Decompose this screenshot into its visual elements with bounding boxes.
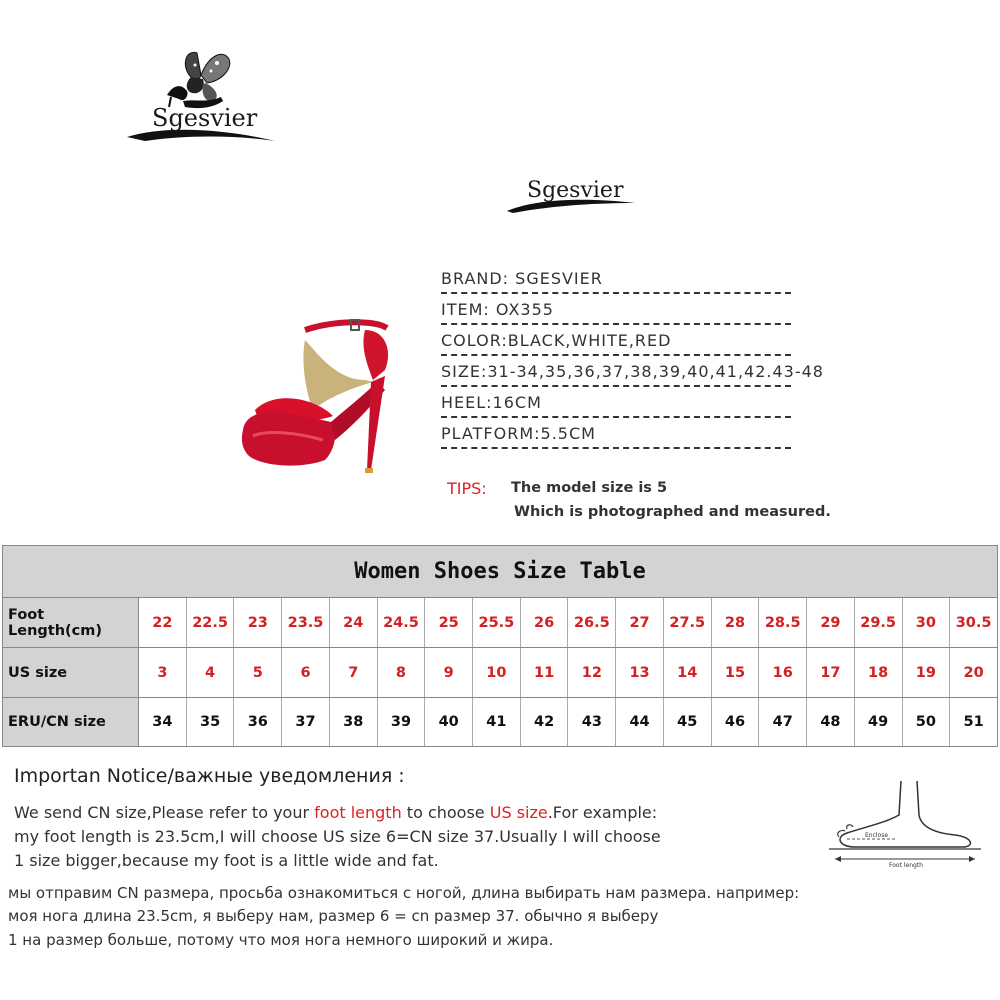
foot-length-cell: 22.5 <box>187 598 235 647</box>
us-size-cell: 8 <box>378 648 426 697</box>
tips-model-size: The model size is 5 <box>511 480 668 496</box>
notice-title: Importan Notice/важные уведомления : <box>14 765 405 787</box>
notice-en-line-2: my foot length is 23.5cm,I will choose US size 6=CN size 37.Usually I will choose <box>14 827 661 846</box>
eu-cn-size-cell: 34 <box>139 698 187 746</box>
foot-length-cell: 29 <box>807 598 855 647</box>
notice-en-text: We send CN size,Please refer to your <box>14 803 315 822</box>
us-size-cell: 20 <box>963 664 984 681</box>
eu-cn-size-cell: 49 <box>855 698 903 746</box>
foot-length-cell: 30 <box>903 598 951 647</box>
spec-item: ITEM: OX355 <box>441 297 791 325</box>
eu-cn-size-cell: 47 <box>759 698 807 746</box>
us-size-cell: 5 <box>234 648 282 697</box>
spec-heel: HEEL:16CM <box>441 390 791 418</box>
foot-length-cell: 26.5 <box>568 598 616 647</box>
foot-length-cell: 25.5 <box>473 598 521 647</box>
foot-length-cell: 23.5 <box>282 598 330 647</box>
notice-ru-line-3: 1 на размер больше, потому что моя нога немного широкий и жира. <box>8 931 554 949</box>
eu-cn-size-cell: 39 <box>378 698 426 746</box>
brand-wordmark-secondary: Sgesvier <box>527 178 624 203</box>
us-size-cell: 19 <box>903 648 951 697</box>
spec-brand: BRAND: SGESVIER <box>441 266 791 294</box>
foot-length-cell: 27.5 <box>664 598 712 647</box>
row-foot-length <box>3 598 997 648</box>
us-size-cell: 12 <box>568 648 616 697</box>
notice-en-line-1 <box>14 803 657 822</box>
size-table <box>2 545 998 747</box>
notice-en-line-3: 1 size bigger,because my foot is a little wide and fat. <box>14 851 439 870</box>
foot-length-label: Foot length <box>889 862 923 869</box>
eu-cn-size-cell: 48 <box>807 698 855 746</box>
notice-highlight-us-size: US size <box>489 803 548 822</box>
size-table-title: Women Shoes Size Table <box>3 546 997 598</box>
row-header-foot-length: Foot Length(cm) <box>3 598 139 647</box>
eu-cn-size-cell: 38 <box>330 698 378 746</box>
us-size-cell: 6 <box>282 648 330 697</box>
foot-length-cell: 24 <box>330 598 378 647</box>
eu-cn-size-cell: 43 <box>568 698 616 746</box>
eu-cn-size-cell: 44 <box>616 698 664 746</box>
eu-cn-size-cell: 46 <box>712 698 760 746</box>
spec-platform: PLATFORM:5.5CM <box>441 421 791 449</box>
notice-ru-line-1: мы отправим CN размера, просьба ознакомиться с ногой, длина выбирать нам размера. например: <box>8 884 800 902</box>
spec-size: SIZE:31-34,35,36,37,38,39,40,41,42.43-48 <box>441 359 791 387</box>
eu-cn-size-cell: 40 <box>425 698 473 746</box>
tips-label: TIPS: <box>447 479 487 498</box>
foot-length-cell: 29.5 <box>855 598 903 647</box>
spec-color: COLOR:BLACK,WHITE,RED <box>441 328 791 356</box>
foot-length-cell: 26 <box>521 598 569 647</box>
us-size-cell: 9 <box>425 648 473 697</box>
foot-enclose-label: Enclose <box>865 832 889 839</box>
eu-cn-size-cell: 42 <box>521 698 569 746</box>
notice-highlight-foot-length: foot length <box>314 803 402 822</box>
eu-cn-size-cell: 37 <box>282 698 330 746</box>
eu-cn-size-cell: 35 <box>187 698 235 746</box>
us-size-cell: 18 <box>855 648 903 697</box>
us-size-cell: 7 <box>330 648 378 697</box>
product-image-red-sandal <box>235 290 415 490</box>
us-size-cell: 3 <box>139 648 187 697</box>
brand-logo-butterfly <box>125 45 285 155</box>
row-header-us-size: US size <box>3 648 139 697</box>
foot-length-cell: 22 <box>139 598 187 647</box>
us-size-cell: 14 <box>664 648 712 697</box>
us-size-cell: 17 <box>807 648 855 697</box>
eu-cn-size-cell: 45 <box>664 698 712 746</box>
foot-length-cell: 25 <box>425 598 473 647</box>
eu-cn-size-cell: 50 <box>903 698 951 746</box>
us-size-cell: 11 <box>521 648 569 697</box>
tips-measured-note: Which is photographed and measured. <box>514 504 831 520</box>
row-header-eu-cn-size: ERU/CN size <box>3 698 139 746</box>
foot-length-cell: 28.5 <box>759 598 807 647</box>
foot-length-cell: 23 <box>234 598 282 647</box>
notice-en-text: to choose <box>401 803 490 822</box>
foot-length-cell: 27 <box>616 598 664 647</box>
us-size-cell: 13 <box>616 648 664 697</box>
foot-length-cell: 30.5 <box>955 614 992 631</box>
eu-cn-size-cell: 41 <box>473 698 521 746</box>
foot-length-cell: 28 <box>712 598 760 647</box>
row-eu-cn-size <box>3 698 997 746</box>
us-size-cell: 4 <box>187 648 235 697</box>
us-size-cell: 15 <box>712 648 760 697</box>
foot-length-cell: 24.5 <box>378 598 426 647</box>
eu-cn-size-cell: 51 <box>963 714 984 730</box>
row-us-size <box>3 648 997 698</box>
us-size-cell: 10 <box>473 648 521 697</box>
brand-wordmark-primary: Sgesvier <box>152 104 258 132</box>
notice-en-text: .For example: <box>547 803 658 822</box>
us-size-cell: 16 <box>759 648 807 697</box>
eu-cn-size-cell: 36 <box>234 698 282 746</box>
foot-measure-diagram <box>825 775 985 870</box>
notice-ru-line-2: моя нога длина 23.5cm, я выберу нам, размер 6 = cn размер 37. обычно я выберу <box>8 907 659 925</box>
